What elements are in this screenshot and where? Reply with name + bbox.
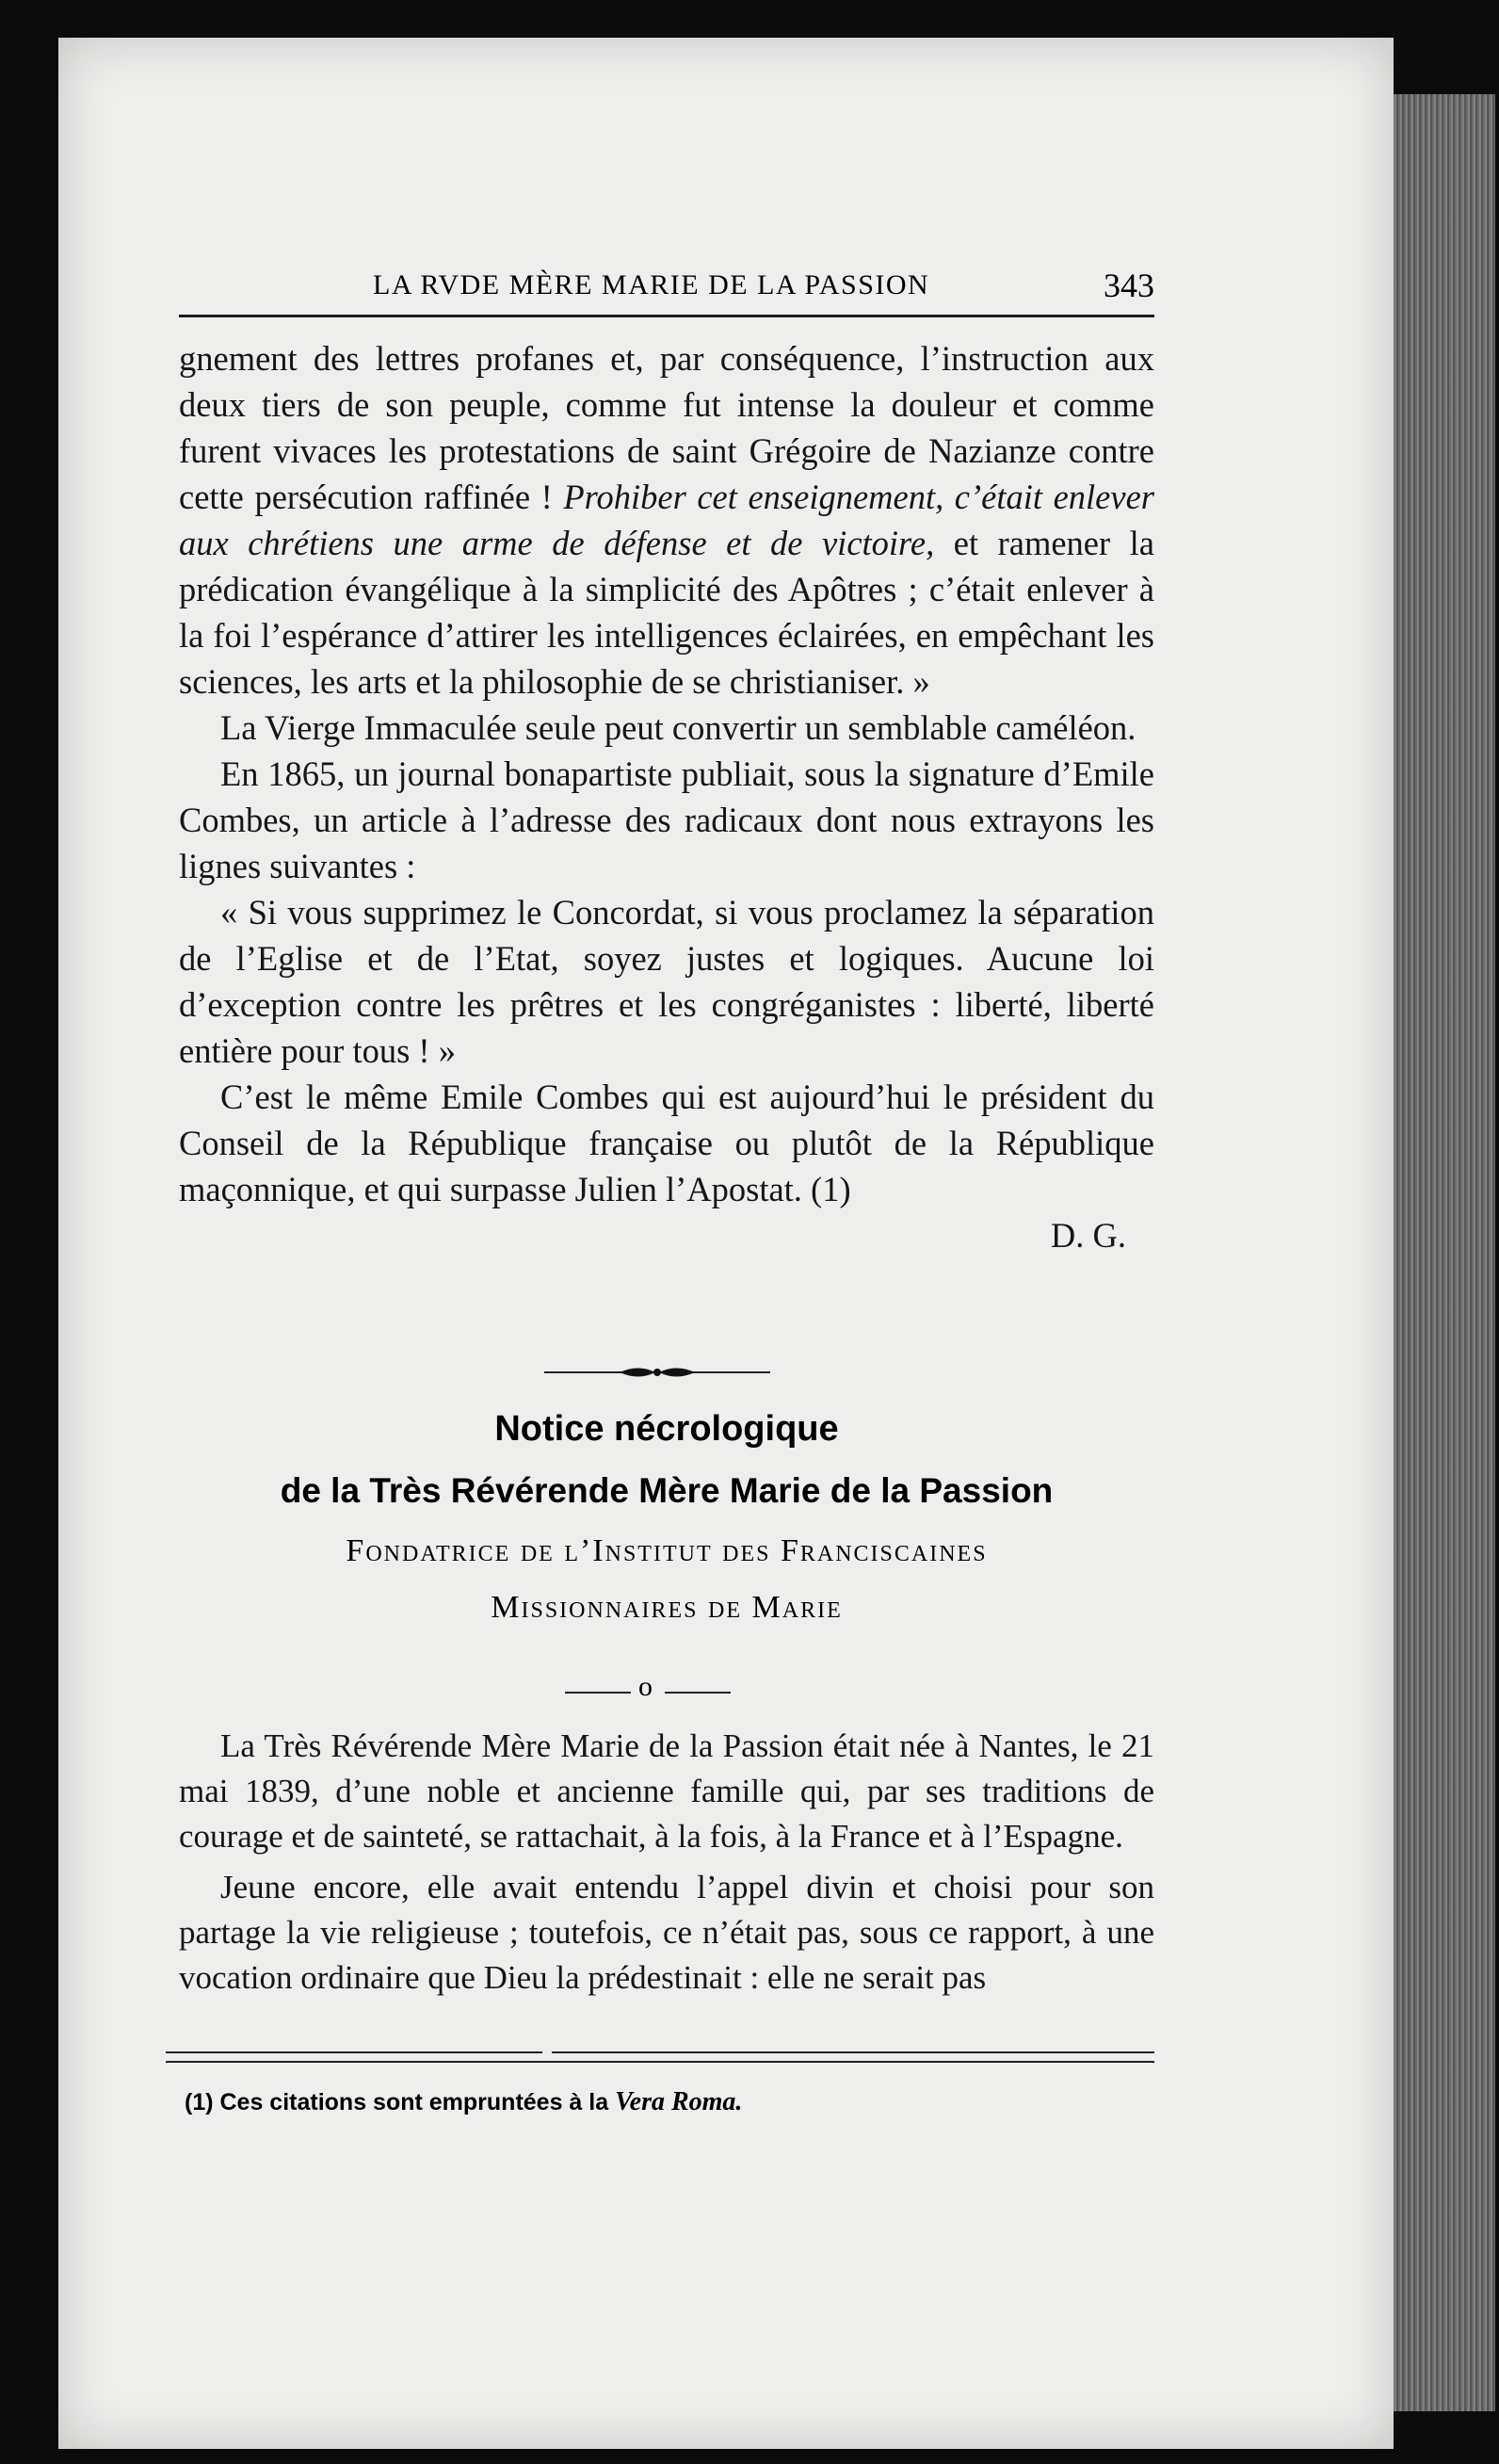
paragraph-combes: C’est le même Emile Combes qui est aujourd’hui le président du Conseil de la République française ou plutôt de la République maçonnique, et qui surpasse Julien l’Apostat. (1) — [179, 1078, 1154, 1208]
footnote: (1) Ces citations sont empruntées à la Vera Roma. — [185, 2087, 743, 2116]
section-separator — [565, 1671, 734, 1705]
notice-paragraph-1: La Très Révérende Mère Marie de la Passion était née à Nantes, le 21 mai 1839, d’une noble et ancienne famille qui, par ses traditions de courage et de sainteté, se rattachait, à la fois, à la France et à l’Espagne. — [179, 1727, 1154, 1855]
separator-glyph: o — [638, 1671, 653, 1702]
page-number: 343 — [1104, 267, 1154, 304]
notice-paragraph-2: Jeune encore, elle avait entendu l’appel divin et choisi pour son partage la vie religieuse ; toutefois, ce n’était pas, sous ce rapport, à une vocation ordinaire que Dieu la prédestinait : elle ne serait pas — [179, 1869, 1154, 1996]
paragraph-quote: « Si vous supprimez le Concordat, si vous proclamez la séparation de l’Eglise et de l’Etat, soyez justes et logiques. Aucune loi d’exception contre les prêtres et les congréganistes : liberté, liberté entière pour tous ! » — [179, 893, 1154, 1070]
notice-line-2: Missionnaires de Marie — [491, 1590, 843, 1625]
page-header — [179, 266, 1154, 309]
main-text — [179, 335, 1154, 1258]
running-title: LA RVDE MÈRE MARIE DE LA PASSION — [373, 269, 930, 300]
footnote-rule — [166, 2051, 1154, 2065]
notice-subtitle: de la Très Révérende Mère Marie de la Passion — [280, 1471, 1054, 1510]
page-stack-edge — [1394, 94, 1495, 2411]
signature: D. G. — [1050, 1216, 1126, 1255]
header-rule — [179, 315, 1154, 317]
notice-text — [179, 1724, 1154, 2001]
paragraph-journal: En 1865, un journal bonapartiste publiait, sous la signature d’Emile Combes, un article à l’adresse des radicaux dont nous extrayons les lignes suivantes : — [179, 754, 1154, 885]
ornament-divider — [544, 1362, 770, 1383]
notice-line-1: Fondatrice de l’Institut des Franciscaines — [346, 1533, 988, 1568]
paragraph-continuation: gnement des lettres profanes et, par conséquence, l’instruction aux deux tiers de son peuple, comme fut intense la douleur et comme furent vivaces les protestations de saint Grégoire de Nazianze contre cette persécution raffinée ! Prohiber cet enseignement, c’était enlever aux chrétiens une arme de défense et de victoire, et ramener la prédication évangélique à la simplicité des Apôtres ; c’était enlever à la foi l’espérance d’attirer les intelligences éclairées, en empêchant les sciences, les arts et la philosophie de se christianiser. » — [179, 339, 1154, 701]
paragraph-vierge: La Vierge Immaculée seule peut convertir un semblable caméléon. — [220, 708, 1136, 747]
notice-title: Notice nécrologique — [494, 1409, 839, 1449]
